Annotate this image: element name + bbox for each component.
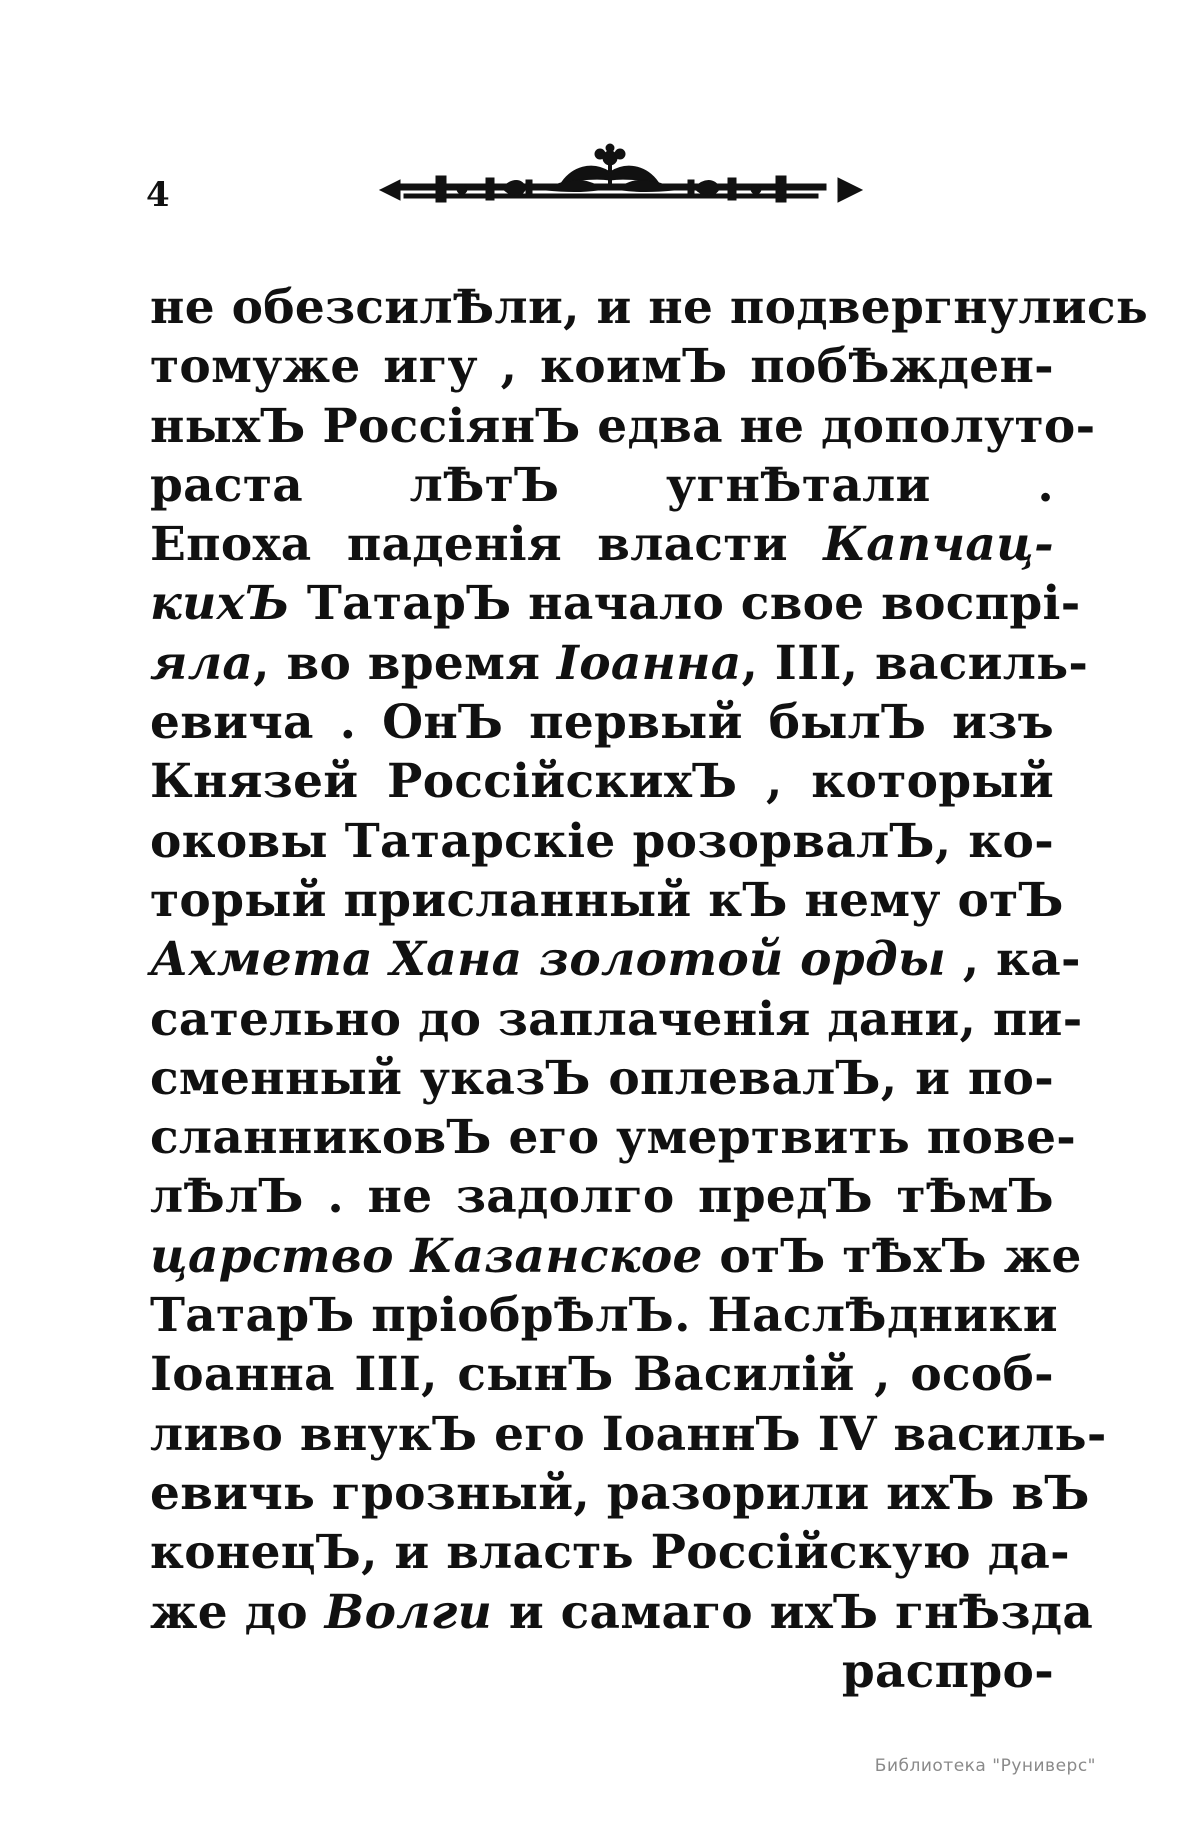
italic-text-segment: яла bbox=[150, 635, 254, 691]
text-line bbox=[150, 337, 1054, 396]
text-segment: раста лѢтЪ угнѢтали . bbox=[150, 457, 1054, 513]
text-line bbox=[150, 752, 1054, 811]
text-segment: сательно до заплаченiя дани, пи- bbox=[150, 991, 1083, 1047]
text-line bbox=[150, 1108, 1077, 1167]
text-segment: распро- bbox=[841, 1643, 1054, 1699]
text-segment: же до bbox=[150, 1584, 325, 1640]
text-line bbox=[150, 871, 1064, 930]
text-line bbox=[150, 1523, 1070, 1582]
text-segment: , во время bbox=[253, 635, 557, 691]
text-line bbox=[150, 634, 1089, 693]
italic-text-segment: кихЪ bbox=[150, 576, 291, 632]
text-segment: евича . ОнЪ первый былЪ изъ bbox=[150, 695, 1054, 751]
text-segment: Iоанна III, сынЪ Василiй , особ- bbox=[150, 1347, 1054, 1403]
text-segment: торый присланный кЪ нему отЪ bbox=[150, 872, 1064, 928]
text-line bbox=[150, 456, 1054, 515]
text-line bbox=[150, 693, 1054, 752]
text-line bbox=[150, 1227, 1082, 1286]
italic-text-segment: Ахмета Хана золотой орды bbox=[150, 932, 947, 988]
text-line bbox=[150, 1642, 1054, 1701]
text-line bbox=[150, 1167, 1054, 1226]
text-line bbox=[150, 397, 1096, 456]
decorative-headpiece-ornament bbox=[376, 142, 866, 218]
text-line bbox=[150, 278, 1149, 337]
text-line bbox=[150, 1405, 1107, 1464]
text-segment: ныхЪ РоссiянЪ едва не дополуто- bbox=[150, 398, 1096, 454]
text-segment: оковы Татарскiе розорвалЪ, ко- bbox=[150, 813, 1054, 869]
text-line bbox=[150, 1345, 1054, 1404]
text-segment: , ка- bbox=[946, 932, 1081, 988]
italic-text-segment: царство Казанское bbox=[150, 1228, 703, 1284]
library-watermark: Библиотека "Руниверс" bbox=[874, 1756, 1096, 1776]
text-segment: отЪ тѢхЪ же bbox=[702, 1228, 1082, 1284]
text-segment: ливо внукЪ его IоаннЪ IV василь- bbox=[150, 1406, 1107, 1462]
text-segment: ТатарЪ начало свое воспрi- bbox=[290, 576, 1081, 632]
text-segment: томужe игу , коимЪ побѢжден- bbox=[150, 339, 1054, 395]
text-segment: , III, василь- bbox=[741, 635, 1089, 691]
text-line bbox=[150, 1286, 1058, 1345]
text-line bbox=[150, 1464, 1090, 1523]
text-segment: и самаго ихЪ гнѢзда bbox=[492, 1584, 1094, 1640]
text-line bbox=[150, 515, 1054, 574]
italic-text-segment: Волги bbox=[324, 1584, 493, 1640]
text-line bbox=[150, 812, 1054, 871]
text-line bbox=[150, 930, 1081, 989]
text-line bbox=[150, 574, 1081, 633]
text-segment: сменный указЪ оплевалЪ, и по- bbox=[150, 1050, 1054, 1106]
text-segment: не обезсилѢли, и не подвергнулись bbox=[150, 280, 1149, 335]
italic-text-segment: Iоанна bbox=[556, 635, 742, 691]
body-text bbox=[150, 278, 1149, 1701]
text-segment: лѢлЪ . не задолго предЪ тѢмЪ bbox=[150, 1169, 1054, 1225]
text-segment: Князей РоссiйскихЪ , который bbox=[150, 754, 1054, 810]
text-line bbox=[150, 990, 1083, 1049]
text-segment: сланниковЪ его умертвить пове- bbox=[150, 1110, 1077, 1166]
text-segment: евичь грозный, разорили ихЪ вЪ bbox=[150, 1465, 1090, 1521]
italic-text-segment: Капчац- bbox=[823, 517, 1054, 573]
text-segment: ТатарЪ прiобрѢлЪ. НаслѢдники bbox=[150, 1288, 1058, 1344]
text-segment: конецЪ, и власть Россiйскую да- bbox=[150, 1525, 1070, 1581]
page-number: 4 bbox=[146, 175, 170, 215]
text-line bbox=[150, 1049, 1054, 1108]
text-line bbox=[150, 1583, 1094, 1642]
text-segment: Епоха паденiя власти bbox=[150, 517, 824, 573]
